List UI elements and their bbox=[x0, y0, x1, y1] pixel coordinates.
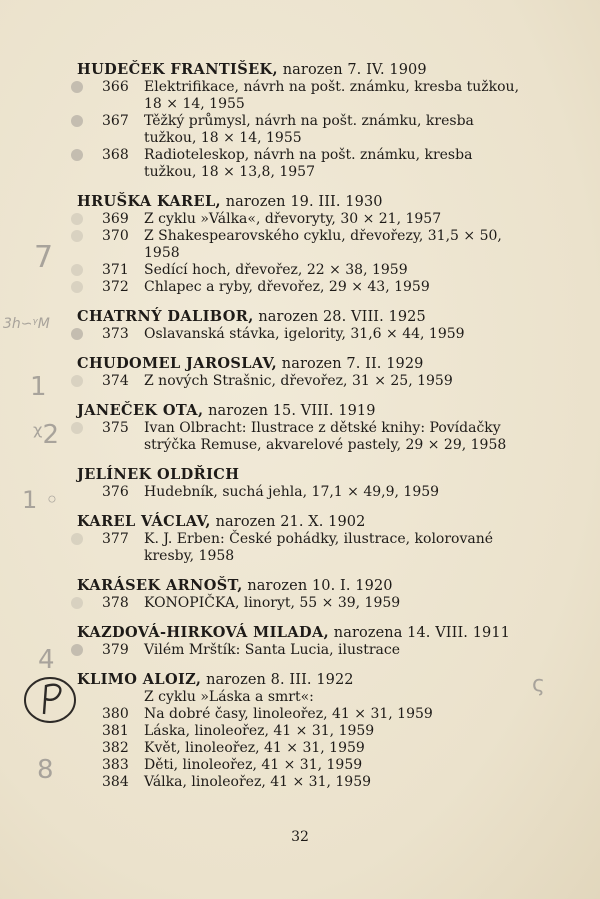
artist-heading bbox=[77, 466, 527, 484]
work-number: 383 bbox=[102, 757, 129, 773]
work-description: Z cyklu »Válka«, dřevoryty, 30 × 21, 1957 bbox=[144, 211, 442, 227]
work-number: 375 bbox=[102, 420, 129, 436]
work-description: Ivan Olbracht: Ilustrace z dětské knihy: Povídačky strýčka Remuse, akvarelové pastely, 29 × 29, 1958 bbox=[144, 420, 507, 453]
work-description: Sedící hoch, dřevořez, 22 × 38, 1959 bbox=[144, 262, 408, 278]
artist-birth: narozen 28. VIII. 1925 bbox=[253, 309, 426, 325]
artist-name: CHATRNÝ DALIBOR, bbox=[77, 308, 254, 325]
artist-birth: narozen 19. III. 1930 bbox=[221, 194, 383, 210]
work-item bbox=[77, 262, 527, 279]
work-item bbox=[77, 531, 527, 565]
work-description: KONOPIČKA, linoryt, 55 × 39, 1959 bbox=[144, 595, 401, 611]
work-item bbox=[77, 211, 527, 228]
catalog-entries bbox=[77, 61, 527, 803]
work-item bbox=[77, 79, 527, 113]
work-number: 382 bbox=[102, 740, 129, 756]
work-item bbox=[77, 642, 527, 659]
pencil-mark-1: 1 bbox=[30, 372, 47, 402]
work-description: Láska, linoleořez, 41 × 31, 1959 bbox=[144, 723, 375, 739]
artist-entry bbox=[77, 402, 527, 454]
work-item bbox=[77, 228, 527, 262]
work-description: Válka, linoleořez, 41 × 31, 1959 bbox=[144, 774, 372, 790]
artist-name: JELÍNEK OLDŘICH bbox=[77, 466, 240, 483]
artist-entry bbox=[77, 355, 527, 390]
pencil-mark-4: 4 bbox=[38, 645, 55, 675]
pencil-mark-10: 1 ◦ bbox=[22, 486, 60, 514]
work-description: Elektrifikace, návrh na pošt. známku, kresba tužkou, 18 × 14, 1955 bbox=[144, 79, 520, 112]
work-item bbox=[77, 723, 527, 740]
work-item bbox=[77, 113, 527, 147]
pencil-mark-shm: 3h∽ᵞM bbox=[3, 316, 50, 332]
artist-birth: narozen 15. VIII. 1919 bbox=[203, 403, 376, 419]
artist-birth: narozen 8. III. 1922 bbox=[201, 672, 354, 688]
artist-heading bbox=[77, 671, 527, 689]
marker-dot-icon bbox=[71, 264, 83, 276]
work-item bbox=[77, 774, 527, 791]
work-description: Z nových Strašnic, dřevořez, 31 × 25, 1959 bbox=[144, 373, 453, 389]
artist-name: KARÁSEK ARNOŠT, bbox=[77, 577, 243, 594]
marker-dot-icon bbox=[71, 328, 83, 340]
artist-birth: narozen 21. X. 1902 bbox=[210, 514, 366, 530]
work-item bbox=[77, 757, 527, 774]
artist-name: KAREL VÁCLAV, bbox=[77, 513, 211, 530]
work-item bbox=[77, 484, 527, 501]
marker-dot-icon bbox=[71, 115, 83, 127]
circled-p-stamp-icon bbox=[22, 674, 78, 726]
work-description: Oslavanská stávka, igelority, 31,6 × 44, 1959 bbox=[144, 326, 465, 342]
artist-entry bbox=[77, 671, 527, 791]
marker-dot-icon bbox=[71, 597, 83, 609]
artist-heading bbox=[77, 577, 527, 595]
work-description: Chlapec a ryby, dřevořez, 29 × 43, 1959 bbox=[144, 279, 430, 295]
work-number: 367 bbox=[102, 113, 129, 129]
work-description: Děti, linoleořez, 41 × 31, 1959 bbox=[144, 757, 363, 773]
artist-name: HUDEČEK FRANTIŠEK, bbox=[77, 61, 279, 78]
pencil-mark-x2: ᵡ2 bbox=[33, 420, 59, 450]
work-item bbox=[77, 706, 527, 723]
work-number: 381 bbox=[102, 723, 129, 739]
work-description: Na dobré časy, linoleořez, 41 × 31, 1959 bbox=[144, 706, 433, 722]
marker-dot-icon bbox=[71, 375, 83, 387]
work-number: 370 bbox=[102, 228, 129, 244]
artist-entry bbox=[77, 513, 527, 565]
marker-dot-icon bbox=[71, 149, 83, 161]
work-description: Vilém Mrštík: Santa Lucia, ilustrace bbox=[144, 642, 400, 658]
artist-heading bbox=[77, 193, 527, 211]
work-number: 372 bbox=[102, 279, 129, 295]
work-description: Radioteleskop, návrh na pošt. známku, kresba tužkou, 18 × 13,8, 1957 bbox=[144, 147, 473, 180]
work-item bbox=[77, 595, 527, 612]
pencil-mark-8: 8 bbox=[37, 755, 54, 785]
marker-dot-icon bbox=[71, 281, 83, 293]
artist-name: CHUDOMEL JAROSLAV, bbox=[77, 355, 278, 372]
artist-entry bbox=[77, 624, 527, 659]
artist-heading bbox=[77, 61, 527, 79]
work-description: Z Shakespearovského cyklu, dřevořezy, 31,5 × 50, 1958 bbox=[144, 228, 502, 261]
work-number: 368 bbox=[102, 147, 129, 163]
marker-dot-icon bbox=[71, 230, 83, 242]
work-description: Těžký průmysl, návrh na pošt. známku, kresba tužkou, 18 × 14, 1955 bbox=[144, 113, 474, 146]
marker-dot-icon bbox=[71, 533, 83, 545]
work-item bbox=[77, 326, 527, 343]
work-description: Květ, linoleořez, 41 × 31, 1959 bbox=[144, 740, 365, 756]
work-number: 380 bbox=[102, 706, 129, 722]
artist-entry bbox=[77, 61, 527, 181]
pencil-mark-c: ς bbox=[532, 672, 545, 697]
work-number: 373 bbox=[102, 326, 129, 342]
work-item bbox=[77, 420, 527, 454]
marker-dot-icon bbox=[71, 81, 83, 93]
artist-heading bbox=[77, 355, 527, 373]
artist-heading bbox=[77, 513, 527, 531]
marker-dot-icon bbox=[71, 644, 83, 656]
artist-birth: narozen 10. I. 1920 bbox=[242, 578, 393, 594]
series-subheading: Z cyklu »Láska a smrt«: bbox=[144, 689, 314, 705]
artist-birth: narozen 7. II. 1929 bbox=[277, 356, 424, 372]
work-number: 371 bbox=[102, 262, 129, 278]
artist-entry bbox=[77, 193, 527, 296]
marker-dot-icon bbox=[71, 213, 83, 225]
artist-birth: narozen 7. IV. 1909 bbox=[278, 62, 427, 78]
marker-dot-icon bbox=[71, 422, 83, 434]
work-item bbox=[77, 147, 527, 181]
work-number: 377 bbox=[102, 531, 129, 547]
work-description: Hudebník, suchá jehla, 17,1 × 49,9, 1959 bbox=[144, 484, 440, 500]
work-number: 378 bbox=[102, 595, 129, 611]
work-number: 376 bbox=[102, 484, 129, 500]
work-number: 384 bbox=[102, 774, 129, 790]
artist-name: KAZDOVÁ-HIRKOVÁ MILADA, bbox=[77, 624, 330, 641]
artist-heading bbox=[77, 624, 527, 642]
artist-heading bbox=[77, 308, 527, 326]
artist-name: JANEČEK OTA, bbox=[77, 402, 204, 419]
artist-name: KLIMO ALOIZ, bbox=[77, 671, 202, 688]
work-description: K. J. Erben: České pohádky, ilustrace, kolorované kresby, 1958 bbox=[144, 531, 494, 564]
work-number: 369 bbox=[102, 211, 129, 227]
artist-name: HRUŠKA KAREL, bbox=[77, 193, 221, 210]
page-number: 32 bbox=[291, 829, 309, 845]
work-item bbox=[77, 740, 527, 757]
artist-entry bbox=[77, 466, 527, 501]
artist-birth: narozena 14. VIII. 1911 bbox=[329, 625, 511, 641]
pencil-mark-7: 7 bbox=[34, 240, 54, 275]
work-number: 366 bbox=[102, 79, 129, 95]
artist-heading bbox=[77, 402, 527, 420]
work-item bbox=[77, 373, 527, 390]
artist-entry bbox=[77, 308, 527, 343]
work-number: 374 bbox=[102, 373, 129, 389]
work-number: 379 bbox=[102, 642, 129, 658]
artist-entry bbox=[77, 577, 527, 612]
work-item bbox=[77, 279, 527, 296]
